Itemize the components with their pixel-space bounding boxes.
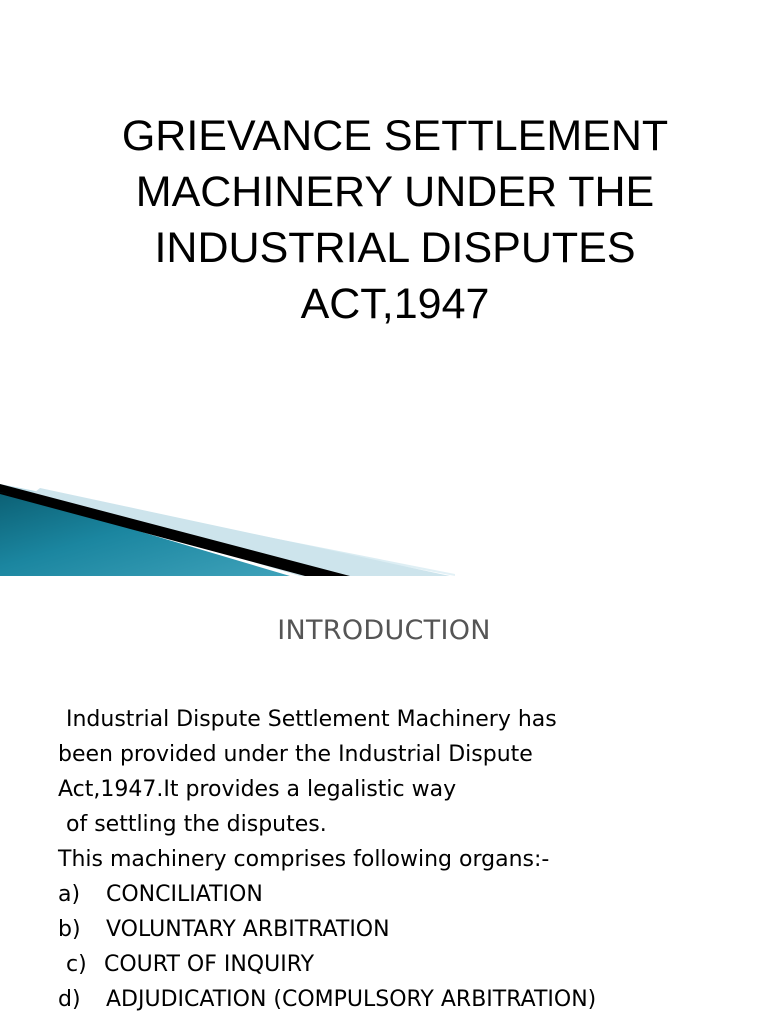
organ-letter: d) bbox=[58, 987, 81, 1012]
paragraph-line-2: been provided under the Industrial Dispute bbox=[58, 742, 533, 767]
introduction-slide bbox=[0, 576, 768, 1024]
organ-label: ADJUDICATION (COMPULSORY ARBITRATION) bbox=[106, 987, 597, 1012]
organ-item-b bbox=[58, 912, 758, 947]
organ-letter: a) bbox=[58, 882, 81, 907]
paragraph-line-5: This machinery comprises following organs:- bbox=[58, 847, 550, 872]
organ-letter: c) bbox=[66, 952, 87, 977]
title-line-3: INDUSTRIAL DISPUTES bbox=[154, 224, 636, 272]
title-line-4: ACT,1947 bbox=[300, 280, 490, 328]
paragraph-line-4: of settling the disputes. bbox=[66, 812, 327, 837]
organ-letter: b) bbox=[58, 917, 81, 942]
organ-label: VOLUNTARY ARBITRATION bbox=[106, 917, 390, 942]
organ-label: COURT OF INQUIRY bbox=[104, 952, 315, 977]
organ-item-c bbox=[58, 947, 758, 982]
decorative-swoosh bbox=[0, 470, 768, 576]
title-line-1: GRIEVANCE SETTLEMENT bbox=[121, 112, 669, 160]
paragraph-line-3: Act,1947.It provides a legalistic way bbox=[58, 777, 457, 802]
title-line-2: MACHINERY UNDER THE bbox=[135, 168, 655, 216]
organ-item-a bbox=[58, 877, 758, 912]
paragraph-line-1: Industrial Dispute Settlement Machinery has bbox=[66, 707, 557, 732]
organ-item-d bbox=[58, 982, 758, 1017]
introduction-body bbox=[58, 702, 758, 1017]
introduction-heading: INTRODUCTION bbox=[277, 615, 491, 646]
slide-title bbox=[60, 108, 730, 332]
organ-label: CONCILIATION bbox=[106, 882, 263, 907]
